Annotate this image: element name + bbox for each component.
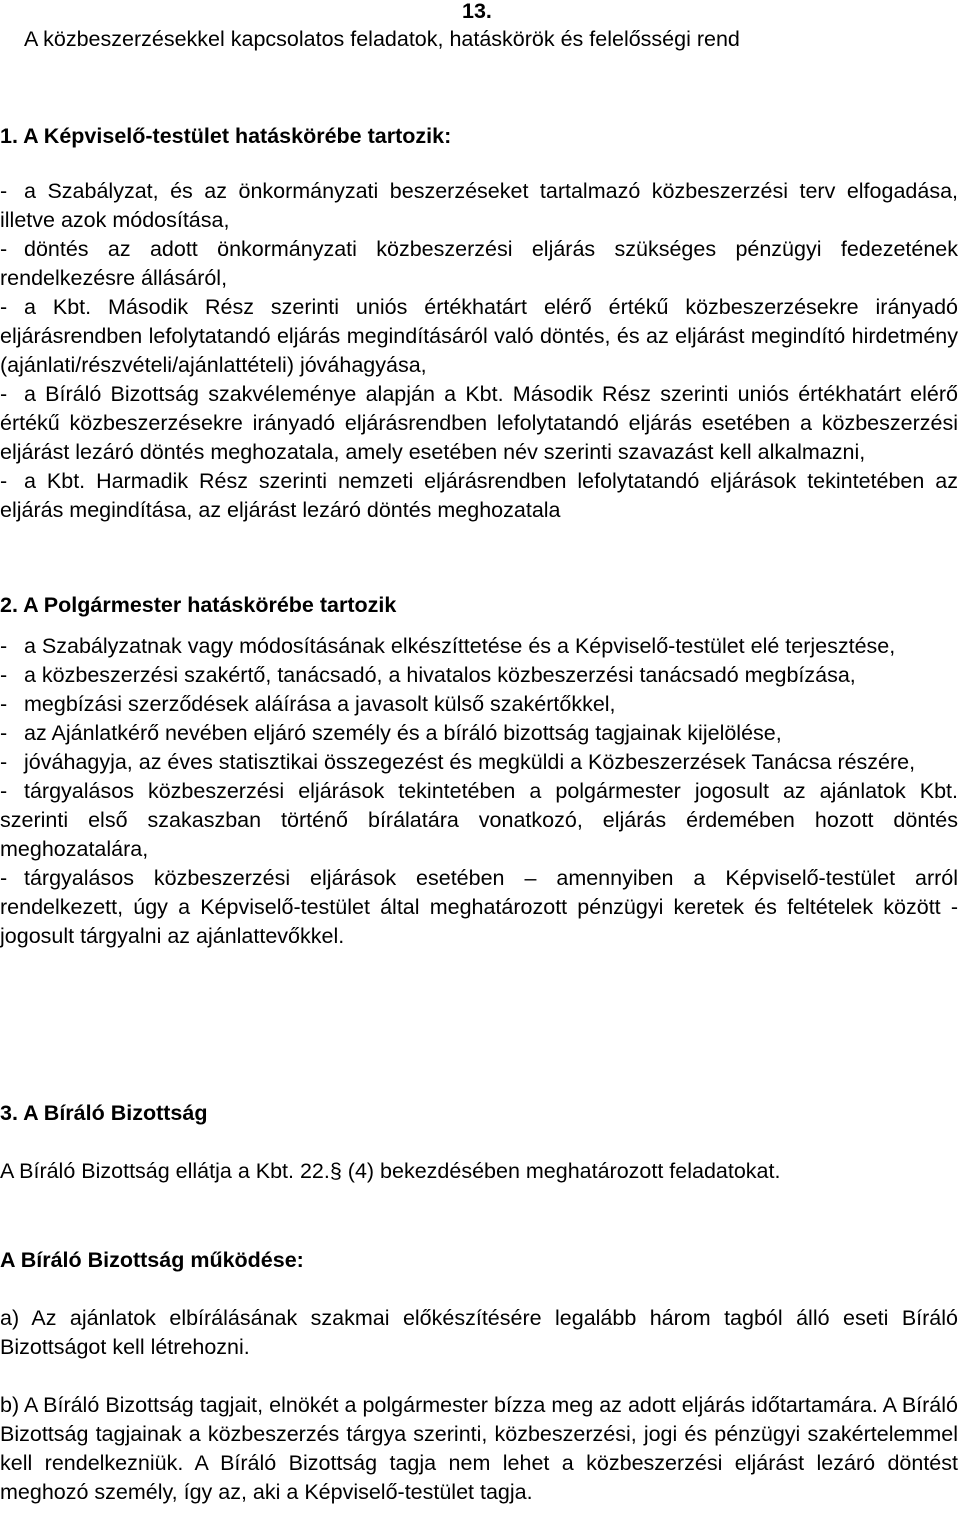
list-item — [0, 380, 958, 467]
list-item-text: megbízási szerződések aláírása a javasolt külső szakértőkkel, — [24, 692, 616, 716]
list-item-text: tárgyalásos közbeszerzési eljárások esetében – amennyiben a Képviselő-testület arról rendelkezett, úgy a Képviselő-testület által meghatározott pénzügyi keretek és feltételek között - jogosult tárgyalni az ajánlattevőkkel. — [0, 866, 958, 948]
list-item — [0, 748, 958, 777]
paragraph-a: a) Az ajánlatok elbírálásának szakmai előkészítésére legalább három tagból álló eseti Bíráló Bizottságot kell létrehozni. — [0, 1306, 958, 1359]
list-item — [0, 293, 958, 380]
list-item-text: a Szabályzat, és az önkormányzati beszerzéseket tartalmazó közbeszerzési terv elfogadása, illetve azok módosítása, — [0, 179, 958, 232]
list-dash: - — [0, 237, 8, 261]
list-dash: - — [0, 469, 8, 493]
section-3-text: A Bíráló Bizottság ellátja a Kbt. 22.§ (4) bekezdésében meghatározott feladatokat. — [0, 1159, 781, 1183]
list-dash: - — [0, 663, 8, 687]
list-dash: - — [0, 692, 8, 716]
list-item — [0, 719, 958, 748]
list-item-text: a Bíráló Bizottság szakvéleménye alapján a Kbt. Második Rész szerinti uniós értékhatárt elérő értékű közbeszerzésekre irányadó eljárásrendben lefolytatandó eljárás esetében a közbeszerzési eljárást lezáró döntés meghozatala, amely esetében név szerinti szavazást kell alkalmazni, — [0, 382, 958, 464]
chapter-number: 13. — [462, 0, 492, 23]
list-item — [0, 777, 958, 864]
chapter-title: A közbeszerzésekkel kapcsolatos feladatok, hatáskörök és felelősségi rend — [24, 27, 740, 51]
list-item-text: jóváhagyja, az éves statisztikai összegezést és megküldi a Közbeszerzések Tanácsa részére, — [24, 750, 916, 774]
list-dash: - — [0, 750, 8, 774]
list-dash: - — [0, 779, 8, 803]
list-item — [0, 864, 958, 951]
list-item-text: az Ajánlatkérő nevében eljáró személy és a bíráló bizottság tagjainak kijelölése, — [24, 721, 782, 745]
section-4-heading: A Bíráló Bizottság működése: — [0, 1248, 304, 1272]
list-dash: - — [0, 382, 8, 406]
list-item — [0, 235, 958, 293]
list-dash: - — [0, 179, 8, 203]
section-1-heading: 1. A Képviselő-testület hatáskörébe tartozik: — [0, 124, 452, 148]
list-item-text: tárgyalásos közbeszerzési eljárások tekintetében a polgármester jogosult az ajánlatok Kbt. szerinti első szakaszban történő bírálatára vonatkozó, eljárás érdemében hozott döntés meghozatalára, — [0, 779, 958, 861]
section-2-heading: 2. A Polgármester hatáskörébe tartozik — [0, 593, 397, 617]
paragraph-b: b) A Bíráló Bizottság tagjait, elnökét a polgármester bízza meg az adott eljárás időtartamára. A Bíráló Bizottság tagjainak a közbeszerzés tárgya szerinti, közbeszerzési, jogi és pénzügyi szakértelemmel kell rendelkezniük. A Bíráló Bizottság tagja nem lehet a közbeszerzési eljárást lezáró döntést meghozó személy, így az, aki a Képviselő-testület tagja. — [0, 1393, 958, 1504]
list-item-text: döntés az adott önkormányzati közbeszerzési eljárás szükséges pénzügyi fedezetének rendelkezésre állásáról, — [0, 237, 958, 290]
list-item-text: a Kbt. Harmadik Rész szerinti nemzeti eljárásrendben lefolytatandó eljárások tekintetében az eljárás megindítása, az eljárást lezáró döntés meghozatala — [0, 469, 958, 522]
list-item — [0, 177, 958, 235]
list-item — [0, 632, 958, 661]
list-item — [0, 467, 958, 525]
section-2-list — [0, 632, 958, 951]
list-item — [0, 661, 958, 690]
list-dash: - — [0, 295, 8, 319]
list-item-text: a közbeszerzési szakértő, tanácsadó, a hivatalos közbeszerzési tanácsadó megbízása, — [24, 663, 856, 687]
section-3-heading: 3. A Bíráló Bizottság — [0, 1101, 208, 1125]
section-1-list — [0, 177, 958, 525]
list-item — [0, 690, 958, 719]
list-dash: - — [0, 721, 8, 745]
list-dash: - — [0, 866, 8, 890]
list-item-text: a Kbt. Második Rész szerinti uniós értékhatárt elérő értékű közbeszerzésekre irányadó eljárásrendben lefolytatandó eljárás megindításáról való döntés, és az eljárást megindító hirdetmény (ajánlati/részvételi/ajánlattételi) jóváhagyása, — [0, 295, 958, 377]
list-dash: - — [0, 634, 8, 658]
list-item-text: a Szabályzatnak vagy módosításának elkészíttetése és a Képviselő-testület elé terjesztése, — [24, 634, 896, 658]
